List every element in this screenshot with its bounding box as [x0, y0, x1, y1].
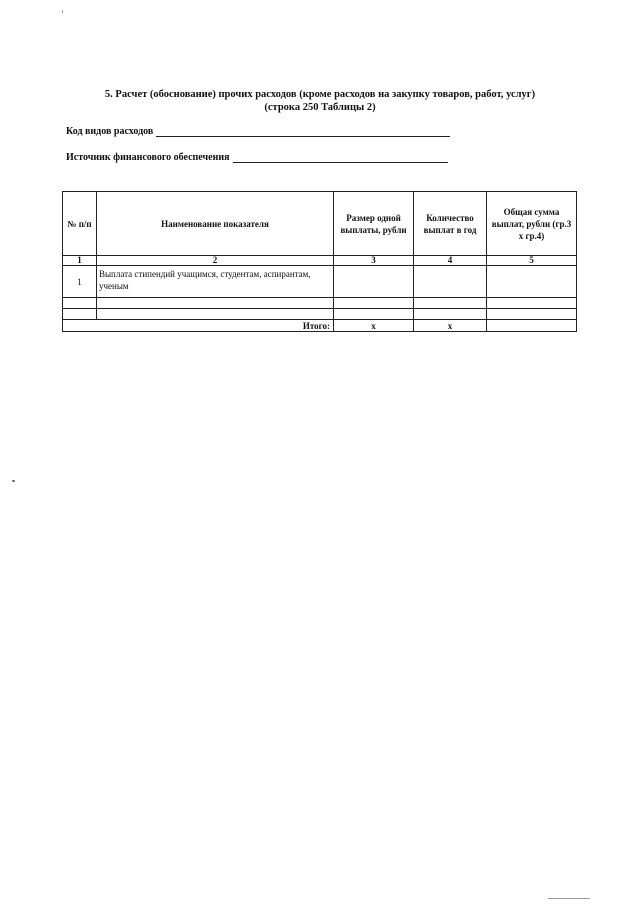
header-payment-count: Количество выплат в год — [414, 192, 487, 256]
total-col3: х — [334, 320, 414, 332]
colnum-1: 1 — [63, 256, 97, 266]
table-row-empty — [63, 309, 577, 320]
scan-speck — [62, 10, 63, 13]
empty-cell — [97, 309, 334, 320]
scan-speck — [548, 898, 590, 899]
row1-name: Выплата стипендий учащимся, студентам, аспирантам, ученым — [97, 266, 334, 298]
field-istochnik-label: Источник финансового обеспечения — [66, 152, 230, 163]
colnum-5: 5 — [487, 256, 577, 266]
empty-cell — [97, 298, 334, 309]
colnum-2: 2 — [97, 256, 334, 266]
field-kod-blank-line — [156, 126, 450, 137]
scan-speck — [12, 480, 15, 482]
header-name: Наименование показателя — [97, 192, 334, 256]
empty-cell — [487, 309, 577, 320]
empty-cell — [63, 309, 97, 320]
table-total-row — [63, 320, 577, 332]
expense-table — [62, 191, 577, 332]
header-payment-size: Размер одной выплаты, рубли — [334, 192, 414, 256]
row1-num: 1 — [63, 266, 97, 298]
empty-cell — [63, 298, 97, 309]
empty-cell — [414, 298, 487, 309]
colnum-3: 3 — [334, 256, 414, 266]
colnum-4: 4 — [414, 256, 487, 266]
table-column-numbers-row — [63, 256, 577, 266]
row1-payment-count — [414, 266, 487, 298]
total-col5 — [487, 320, 577, 332]
table-header-row — [63, 192, 577, 256]
field-kod-label: Код видов расходов — [66, 126, 154, 137]
empty-cell — [334, 298, 414, 309]
title-line-2: (строка 250 Таблицы 2) — [264, 102, 376, 113]
empty-cell — [487, 298, 577, 309]
field-istochnik-blank-line — [233, 152, 448, 163]
field-istochnik-finansirovaniya — [66, 152, 448, 163]
row1-total-sum — [487, 266, 577, 298]
document-title — [60, 88, 580, 114]
table-row — [63, 266, 577, 298]
header-num: № п/п — [63, 192, 97, 256]
empty-cell — [414, 309, 487, 320]
total-label: Итого: — [63, 320, 334, 332]
title-line-1: 5. Расчет (обоснование) прочих расходов (кроме расходов на закупку товаров, работ, услуг) — [104, 89, 536, 100]
total-col4: х — [414, 320, 487, 332]
field-kod-vidov-raskhodov — [66, 126, 450, 137]
table-row-empty — [63, 298, 577, 309]
row1-payment-size — [334, 266, 414, 298]
empty-cell — [334, 309, 414, 320]
header-total-sum: Общая сумма выплат, рубли (гр.3 х гр.4) — [487, 192, 577, 256]
